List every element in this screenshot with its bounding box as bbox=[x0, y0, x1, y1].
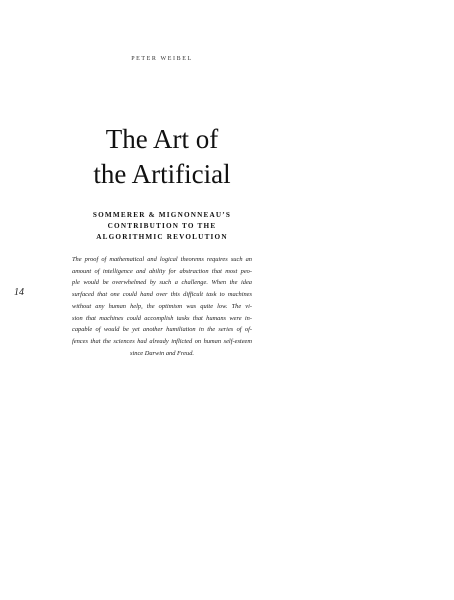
subtitle-line: ALGORITHMIC REVOLUTION bbox=[96, 233, 228, 241]
title-line: the Artificial bbox=[93, 159, 231, 190]
abstract-line: since Darwin and Freud. bbox=[129, 349, 195, 357]
abstract-line: ple would be overwhelmed by such a challenge. When the idea bbox=[72, 279, 252, 287]
abstract-line: capable of would be yet another humiliation in the series of of- bbox=[72, 326, 252, 334]
chapter-title bbox=[0, 122, 324, 192]
abstract-line: surfaced that one could hand over this difficult task to machines bbox=[72, 291, 252, 299]
abstract-paragraph bbox=[72, 254, 252, 359]
abstract-line: amount of intelligence and ability for abstraction that most peo- bbox=[72, 267, 252, 275]
running-head: PETER WEIBEL bbox=[131, 56, 193, 62]
subtitle-line: SOMMERER & MIGNONNEAU’S bbox=[92, 211, 232, 219]
abstract-line: fences that the sciences had already inflicted on human self-esteem bbox=[72, 337, 252, 345]
subtitle-line: CONTRIBUTION TO THE bbox=[107, 222, 217, 230]
chapter-subtitle bbox=[0, 210, 324, 243]
title-line: The Art of bbox=[105, 124, 219, 155]
abstract-line: The proof of mathematical and logical theorems requires such an bbox=[72, 256, 252, 263]
abstract-line: without any human help, the optimism was quite low. The vi- bbox=[72, 302, 252, 310]
page-number: 14 bbox=[14, 287, 24, 298]
abstract-line: sion that machines could accomplish tasks that humans were in- bbox=[72, 314, 252, 322]
